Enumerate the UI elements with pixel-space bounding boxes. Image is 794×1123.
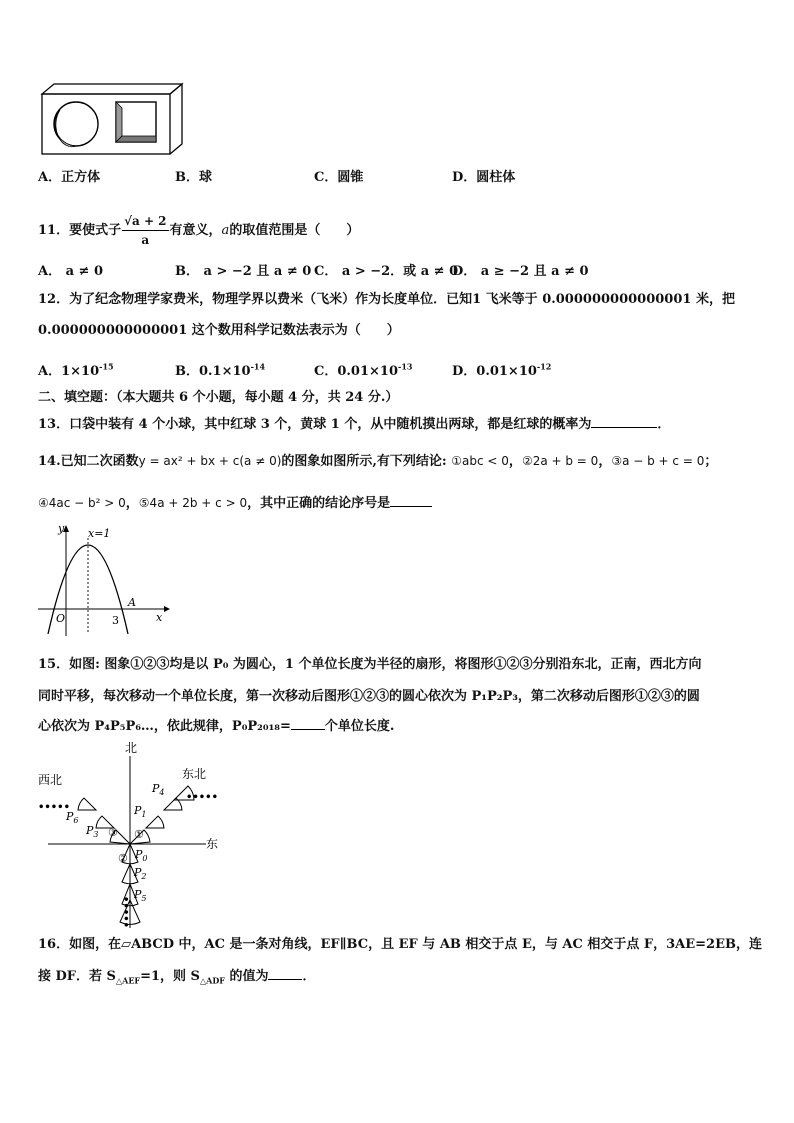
- q11-option-a: A． a ≠ 0: [38, 264, 104, 279]
- q14-line1: 14.已知二次函数y = ax² + bx + c(a ≠ 0)的图象如图所示,有下列结论: ①abc < 0，②2a + b = 0，③a − b + c = 0；: [38, 454, 718, 469]
- solid-figure: [36, 78, 188, 160]
- northeast-label: 东北: [182, 767, 207, 781]
- q16-line2: 接 DF．若 $S_{\triangle AEF}=1$，则 $S_{\triangle ADF}$ 的值为 ．: [38, 969, 316, 986]
- q10-option-d: D．圆柱体: [452, 170, 516, 185]
- q12-option-b: B．$0.1\times 10^{-14}$: [175, 361, 266, 379]
- east-label: 东: [206, 837, 219, 851]
- q13-stem: 13．口袋中装有 4 个小球，其中红球 3 个，黄球 1 个，从中随机摸出两球，都是红球的概率为 ．: [38, 417, 671, 432]
- north-label: 北: [125, 741, 138, 755]
- root-label: 3: [112, 614, 119, 627]
- q11-number: 11．: [38, 223, 70, 238]
- origin-label: O: [56, 612, 66, 625]
- symmetry-axis-label: x=1: [88, 527, 111, 540]
- nw-dots: •••••: [38, 802, 70, 813]
- p5-label: $P_5$: [134, 888, 147, 903]
- q12-option-c: C．$0.01\times 10^{-13}$: [314, 361, 413, 379]
- q11-option-c: C． a > −2．或 a ≠ 0: [314, 264, 459, 279]
- q14-conclusion-4: ④4ac − b² > 0: [38, 496, 126, 510]
- q14-equation: y = ax² + bx + c(a ≠ 0): [138, 454, 282, 468]
- p6-label: $P_6$: [66, 810, 79, 825]
- q11-frac-num: √a + 2: [122, 212, 168, 231]
- q16-line1: 16．如图，在▱ABCD 中，AC 是一条对角线，EF∥BC，且 EF 与 AB 相交于点 E，与 AC 相交于点 F，3AE=2EB，连: [38, 937, 762, 952]
- q15-line2: 同时平移，每次移动一个单位长度，第一次移动后图形①②③的圆心依次为 P₁P₂P₃，第二次移动后图形①②③的圆: [38, 689, 700, 704]
- q10-option-b: B．球: [175, 170, 212, 185]
- ne-dots: •••••: [186, 792, 218, 803]
- q11-fraction: [122, 212, 168, 249]
- q11-post: 有意义，: [169, 223, 222, 238]
- q11-pre: 要使式子: [69, 223, 122, 238]
- q11-stem: [38, 212, 359, 249]
- q12-line1: 12．为了纪念物理学家费米，物理学界以费米（飞米）作为长度单位．已知1 飞米等于 0.000000000000001 米，把: [38, 292, 735, 307]
- q12-option-a: A．$1\times 10^{-15}$: [38, 361, 114, 379]
- q14-conclusion-1: ①abc < 0: [451, 454, 509, 468]
- s-dots: •••••: [122, 896, 133, 928]
- p4-label: $P_4$: [152, 782, 165, 797]
- q15-line1: 15．如图: 图象①②③均是以 P₀ 为圆心，1 个单位长度为半径的扇形，将图形①②③分别沿东北，正南，西北方向: [38, 657, 702, 672]
- sector-1-label: ①: [134, 828, 144, 841]
- sector-translation-figure: [36, 740, 226, 930]
- q11-tail: 的取值范围是（ ）: [229, 223, 360, 238]
- point-a-label: A: [128, 596, 136, 609]
- section-heading: 二、填空题：（本大题共 6 个小题，每小题 4 分，共 24 分.）: [38, 390, 399, 405]
- x-axis-label: x: [156, 611, 163, 624]
- sector-3-label: ③: [108, 826, 118, 839]
- p2-label: $P_2$: [134, 866, 147, 881]
- sector-2-label: ②: [118, 852, 128, 865]
- q15-line3: 心依次为 P₄P₅P₆…，依此规律，P₀P₂₀₁₈= 个单位长度.: [38, 719, 395, 734]
- p3-label: $P_3$: [86, 824, 99, 839]
- q14-conclusion-5: ⑤4a + 2b + c > 0: [138, 496, 248, 510]
- q11-option-b: B． a > −2 且 a ≠ 0: [175, 264, 312, 279]
- p0-label: $P_0$: [135, 848, 148, 863]
- q12-line2: 0.000000000000001 这个数用科学记数法表示为（ ）: [38, 323, 400, 338]
- q11-option-d: D． a ≥ −2 且 a ≠ 0: [452, 264, 589, 279]
- q10-option-c: C．圆锥: [314, 170, 364, 185]
- northwest-label: 西北: [38, 773, 63, 787]
- q14-conclusion-2: ②2a + b = 0: [521, 454, 599, 468]
- q12-option-d: D．$0.01\times 10^{-12}$: [452, 361, 552, 379]
- p1-label: $P_1$: [134, 804, 147, 819]
- q14-line2: ④4ac − b² > 0，⑤4a + 2b + c > 0，其中正确的结论序号是: [38, 494, 432, 513]
- q11-var: a: [221, 223, 230, 238]
- q14-conclusion-3: ③a − b + c = 0: [611, 454, 705, 468]
- y-axis-label: y: [58, 522, 65, 535]
- parabola-graph: [36, 520, 176, 638]
- q11-frac-den: a: [141, 233, 150, 247]
- q10-option-a: A．正方体: [38, 170, 101, 185]
